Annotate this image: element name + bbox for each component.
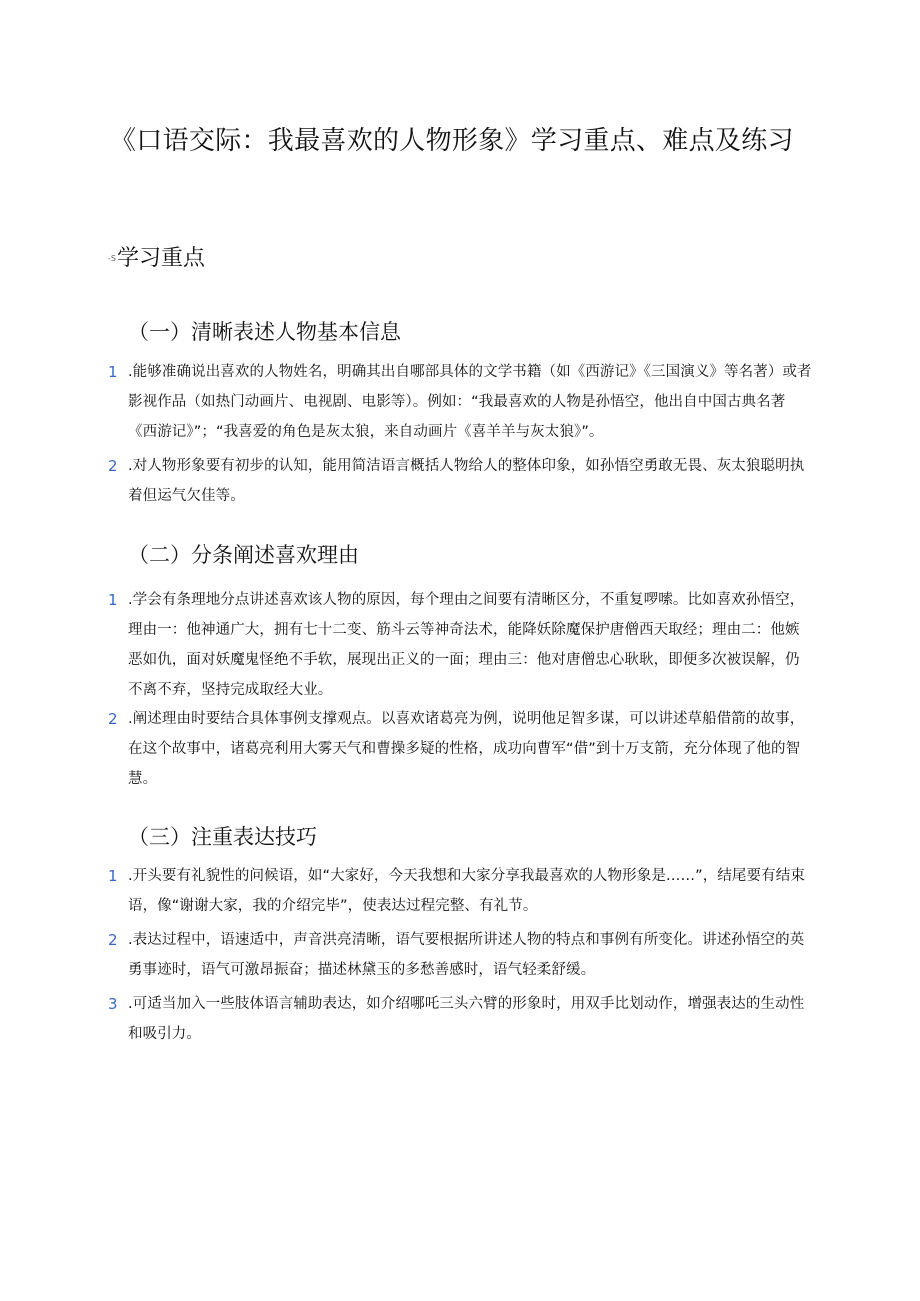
list-item-text: .表达过程中，语速适中，声音洪亮清晰，语气要根据所讲述人物的特点和事例有所变化。讲述孙悟空的英勇事迹时，语气可激昂振奋；描述林黛玉的多愁善感时，语气轻柔舒缓。 <box>128 932 805 978</box>
list-item <box>108 704 813 794</box>
list-item-text: .学会有条理地分点讲述喜欢该人物的原因，每个理由之间要有清晰区分，不重复啰嗦。比如喜欢孙悟空，理由一：他神通广大，拥有七十二变、筋斗云等神奇法术，能降妖除魔保护唐僧西天取经；理由二：他嫉恶如仇，面对妖魔鬼怪绝不手软，展现出正义的一面；理由三：他对唐僧忠心耿耿，即便多次被误解，仍不离不弃，坚持完成取经大业。 <box>128 592 805 698</box>
subsection-heading-3: （三）注重表达技巧 <box>128 825 317 849</box>
list-item-text: .能够准确说出喜欢的人物姓名，明确其出自哪部具体的文学书籍（如《西游记》《三国演义》等名著）或者影视作品（如热门动画片、电视剧、电影等）。例如：“我最喜欢的人物是孙悟空，他出自中国古典名著《西游记》”；“我喜爱的角色是灰太狼，来自动画片《喜羊羊与灰太狼》”。 <box>128 364 812 440</box>
list-item <box>108 451 813 511</box>
section-heading-text: 学习重点 <box>116 246 205 271</box>
list-item-number: 1 <box>108 363 118 381</box>
list-item-number: 1 <box>108 591 118 609</box>
list-item <box>108 585 813 705</box>
section-heading <box>108 244 205 274</box>
list-item-text: .阐述理由时要结合具体事例支撑观点。以喜欢诸葛亮为例，说明他足智多谋，可以讲述草船借箭的故事，在这个故事中，诸葛亮利用大雾天气和曹操多疑的性格，成功向曹军“借”到十万支箭，充分体现了他的智慧。 <box>128 711 805 787</box>
list-item <box>108 357 813 447</box>
list-item-number: 1 <box>108 867 118 885</box>
list-item <box>108 925 813 985</box>
list-item-number: 2 <box>108 457 118 475</box>
list-item <box>108 989 813 1049</box>
list-item-number: 3 <box>108 995 118 1013</box>
list-item <box>108 861 813 921</box>
document-title: 《口语交际：我最喜欢的人物形象》学习重点、难点及练习 <box>110 126 794 156</box>
list-item-number: 2 <box>108 710 118 728</box>
list-item-text: .开头要有礼貌性的问候语，如“大家好，今天我想和大家分享我最喜欢的人物形象是……”，结尾要有结束语，像“谢谢大家，我的介绍完毕”，使表达过程完整、有礼节。 <box>128 868 805 914</box>
subsection-heading-1: （一）清晰表述人物基本信息 <box>128 320 401 344</box>
list-item-text: .对人物形象要有初步的认知，能用简洁语言概括人物给人的整体印象，如孙悟空勇敢无畏、灰太狼聪明执着但运气欠佳等。 <box>128 458 805 504</box>
section-marker: -S <box>108 254 116 263</box>
list-item-number: 2 <box>108 931 118 949</box>
subsection-heading-2: （二）分条阐述喜欢理由 <box>128 543 359 567</box>
list-item-text: .可适当加入一些肢体语言辅助表达，如介绍哪吒三头六臂的形象时，用双手比划动作，增强表达的生动性和吸引力。 <box>128 996 805 1042</box>
